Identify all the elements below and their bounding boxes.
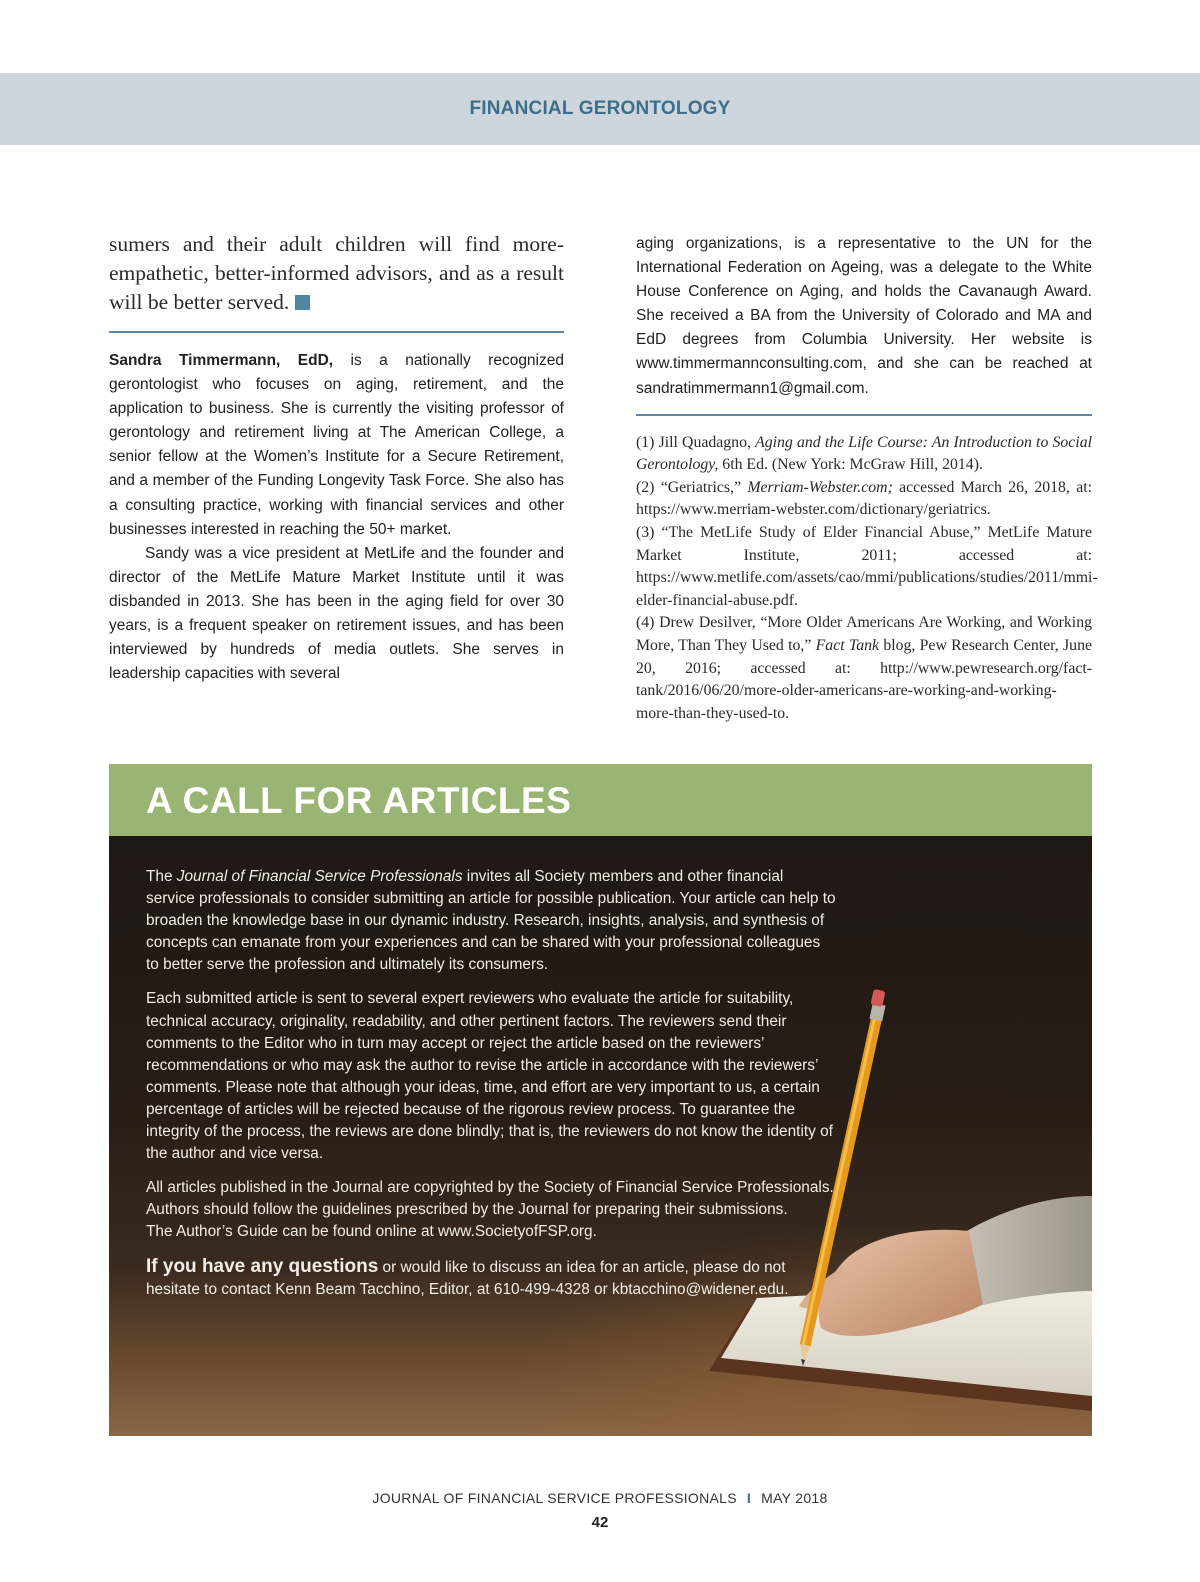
call-for-articles-title: A CALL FOR ARTICLES bbox=[146, 780, 572, 821]
article-closing-paragraph bbox=[109, 230, 564, 317]
page-number: 42 bbox=[591, 1514, 609, 1531]
cfa-paragraph-3: All articles published in the Journal are copyrighted by the Society of Financial Service Professionals. Authors should follow the guidelines prescribed by the Journal for preparing their submissions. The Author’s Guide can be found online at www.SocietyofFSP.org. bbox=[146, 1179, 834, 1241]
right-column bbox=[636, 232, 1098, 725]
article-closing-text: sumers and their adult children will find more-empathetic, better-informed advisors, and as a result will be better served. bbox=[109, 232, 564, 314]
page-footer bbox=[0, 1490, 1200, 1506]
references-list bbox=[636, 432, 1098, 726]
call-for-articles-header bbox=[109, 764, 1092, 836]
reference-item: (2) “Geriatrics,” Merriam-Webster.com; accessed March 26, 2018, at: https://www.merriam-webster.com/dictionary/geriatrics. bbox=[636, 478, 1092, 519]
author-bio-text: is a nationally recognized gerontologist who focuses on aging, retirement, and the application to business. She is currently the visiting professor of gerontology and retirement living at The American College, a senior fellow at the Women’s Institute for a Secure Retirement, and a member of the Funding Longevity Task Force. She also has a consulting practice, working with financial services and other businesses interested in reaching the 50+ market. bbox=[109, 352, 564, 538]
author-bio-continued: aging organizations, is a representative to the UN for the International Federation on Ageing, was a delegate to the White House Conference on Aging, and holds the Cavanaugh Award. She received a BA from the University of Colorado and MA and EdD degrees from Columbia University. Her website is www.timmermannconsulting.com, and she can be reached at sandratimmermann1@gmail.com. bbox=[636, 235, 1092, 397]
reference-item: (1) Jill Quadagno, Aging and the Life Course: An Introduction to Social Gerontology, 6th Ed. (New York: McGraw Hill, 2014). bbox=[636, 433, 1092, 474]
end-of-article-mark bbox=[295, 295, 310, 310]
cfa-paragraph-1: The Journal of Financial Service Professionals invites all Society members and other financial service professionals to consider submitting an article for possible publication. Your article can help to broaden the knowledge base in our dynamic industry. Research, insights, analysis, and synthesis of concepts can emanate from your experiences and can be shared with your professional colleagues to better serve the profession and ultimately its consumers. bbox=[146, 868, 836, 974]
reference-item: (3) “The MetLife Study of Elder Financial Abuse,” MetLife Mature Market Institute, 2011; accessed at: https://www.metlife.com/assets/cao/mmi/publications/studies/2011/mmi-elder-financial-abuse.pdf. bbox=[636, 524, 1098, 609]
reference-item: (4) Drew Desilver, “More Older Americans Are Working, and Working More, Than They Used to,” Fact Tank blog, Pew Research Center, June 20, 2016; accessed at: http://www.pewresearch.org/fact-tank/2016/06/20/more-older-americans-are-working-and-working-more-than-they-used-to. bbox=[636, 614, 1092, 722]
cfa-contact-paragraph: If you have any questions or would like to discuss an idea for an article, please do not hesitate to contact Kenn Beam Tacchino, Editor, at 610-499-4328 or kbtacchino@widener.edu. bbox=[146, 1255, 789, 1298]
section-title: FINANCIAL GERONTOLOGY bbox=[469, 98, 731, 119]
questions-lead: If you have any questions bbox=[146, 1255, 379, 1277]
authors-guide-line: The Author’s Guide can be found online at www.SocietyofFSP.org. bbox=[146, 1223, 597, 1241]
call-for-articles-text bbox=[146, 866, 836, 1313]
footer-separator: I bbox=[746, 1490, 752, 1506]
references-divider bbox=[636, 414, 1092, 416]
author-bio-paragraph-2: Sandy was a vice president at MetLife and the founder and director of the MetLife Mature Market Institute until it was disbanded in 2013. She has been in the aging field for over 30 years, is a frequent speaker on retirement issues, and has been interviewed by hundreds of media outlets. She serves in leadership capacities with several bbox=[109, 544, 564, 683]
call-for-articles-panel bbox=[109, 764, 1092, 1436]
left-column bbox=[109, 230, 564, 686]
author-name: Sandra Timmermann, EdD, bbox=[109, 352, 334, 369]
journal-name: Journal of Financial Service Professionals bbox=[176, 868, 463, 885]
author-bio-divider bbox=[109, 331, 564, 333]
footer-journal-name: JOURNAL OF FINANCIAL SERVICE PROFESSIONALS bbox=[372, 1490, 737, 1506]
call-for-articles-body bbox=[109, 836, 1092, 1436]
cfa-paragraph-2: Each submitted article is sent to several expert reviewers who evaluate the article for suitability, technical accuracy, originality, readability, and other pertinent factors. The reviewers send their comments to the Editor who in turn may accept or reject the article based on the reviewers’ recommendations or who may ask the author to revise the article in accordance with the reviewers’ comments. Please note that although your ideas, time, and effort are very important to us, a certain percentage of articles will be rejected because of the rigorous review process. To guarantee the integrity of the process, the reviews are done blindly; that is, the reviewers do not know the identity of the author and vice versa. bbox=[146, 990, 833, 1163]
author-bio-paragraph bbox=[109, 349, 564, 542]
footer-date: MAY 2018 bbox=[761, 1490, 828, 1506]
